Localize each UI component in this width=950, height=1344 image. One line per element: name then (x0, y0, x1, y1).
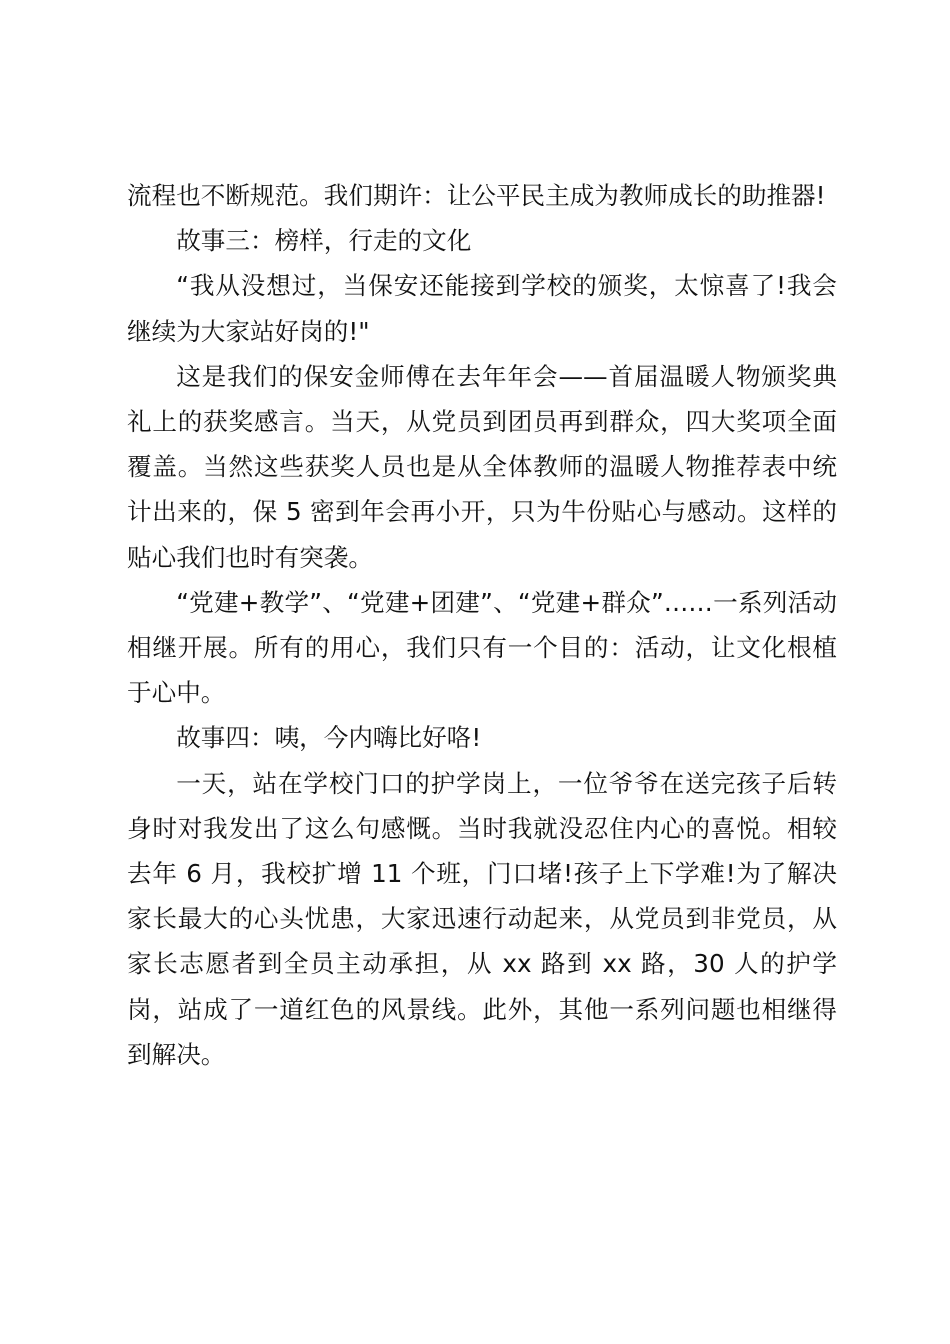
story-four-heading: 故事四：咦，今内嗨比好咯! (176, 723, 482, 753)
guard-quote-paragraph: “我从没想过，当保安还能接到学校的颁奖，太惊喜了!我会继续为大家站好岗的!" (127, 271, 837, 346)
award-ceremony-paragraph: 这是我们的保安金师傅在去年年会——首届温暖人物颁奖典礼上的获奖感言。当天，从党员到团员再到群众，四大奖项全面覆盖。当然这些获奖人员也是从全体教师的温暖人物推荐表中统计出来的，保 5 密到年会再小开，只为牛份贴心与感动。这样的贴心我们也时有突袭。 (127, 361, 837, 572)
story-three-heading: 故事三：榜样，行走的文化 (176, 226, 472, 256)
paragraph-continuation: 流程也不断规范。我们期许：让公平民主成为教师成长的助推器! (127, 181, 826, 210)
school-gate-paragraph: 一天，站在学校门口的护学岗上，一位爷爷在送完孩子后转身时对我发出了这么句感慨。当时我就没忍住内心的喜悦。相较去年 6 月，我校扩增 11 个班，门口堵!孩子上下学难!为了解决家长最大的心头忧患，大家迅速行动起来，从党员到非党员，从家长志愿者到全员主动承担，从 xx 路到 xx 路，30 人的护学岗，站成了一道红色的风景线。此外，其他一系列问题也相继得到解决。 (127, 768, 837, 1069)
activities-paragraph: “党建+教学”、“党建+团建”、“党建+群众”……一系列活动相继开展。所有的用心，我们只有一个目的：活动，让文化根植于心中。 (127, 587, 837, 708)
document-body (127, 173, 837, 1077)
